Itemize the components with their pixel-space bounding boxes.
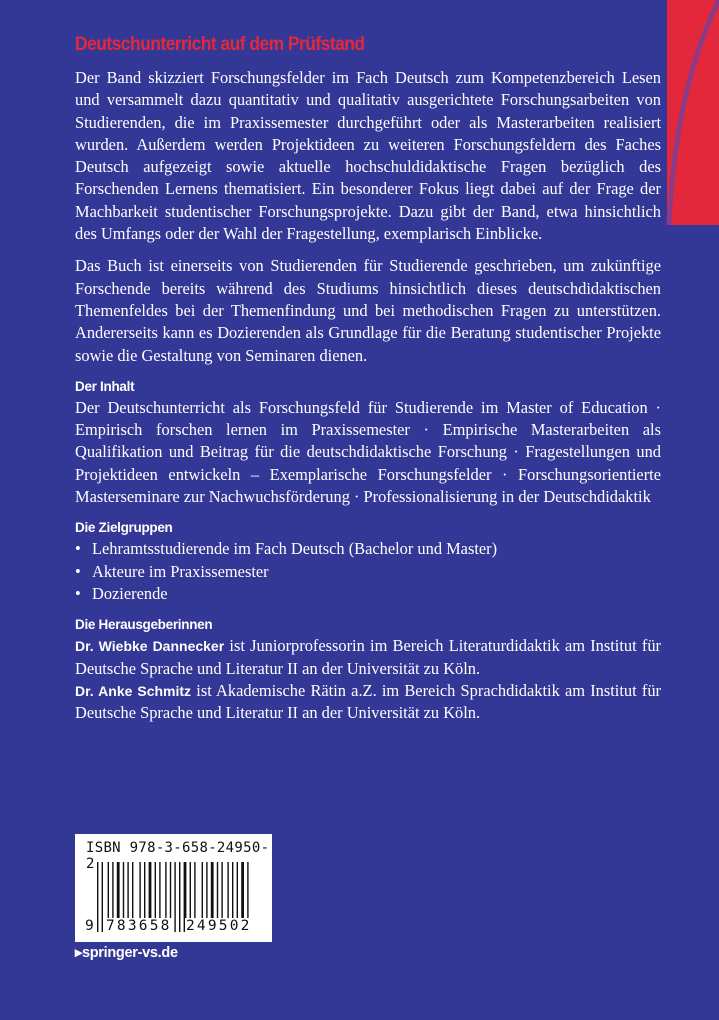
isbn-text: ISBN 978-3-658-24950-2 [86, 840, 270, 872]
editor-text: ist Akademische Rätin a.Z. im Bereich Sprachdidaktik am Institut für Deutsche Sprache und Literatur II an der Universität zu Köln. [75, 680, 661, 723]
book-title: Deutschunterricht auf dem Prüfstand [75, 34, 365, 55]
section-inhalt [75, 379, 661, 508]
publisher-link-text: springer-vs.de [81, 945, 178, 961]
list-item: • Akteure im Praxissemester [75, 561, 661, 583]
barcode-digit: 9 [85, 918, 96, 934]
section-zielgruppen [75, 520, 661, 605]
section-herausgeberinnen [75, 617, 661, 724]
section-heading: Die Zielgruppen [75, 520, 173, 536]
section-heading: Die Herausgeberinnen [75, 617, 213, 633]
back-cover-text [75, 34, 661, 736]
list-item: • Lehramtsstudierende im Fach Deutsch (Bachelor und Master) [75, 538, 661, 560]
decorative-red-corner [659, 0, 719, 225]
section-text: Der Deutschunterricht als Forschungsfeld für Studierende im Master of Education · Empirisch forschen lernen im Praxissemester · Empirische Masterarbeiten als Qualifikation und Beitrag für die deutschdidaktische Forschung · Fragestellungen und Projektideen entwickeln – Exemplarische Forschungsfelder · Forschungsorientierte Masterseminare zur Nachwuchsförderung · Professionalisierung in der Deutschdidaktik [75, 397, 661, 507]
editor-bio [75, 635, 661, 680]
barcode-bar [174, 862, 175, 932]
isbn-barcode [75, 834, 272, 942]
editor-name: Dr. Anke Schmitz [75, 682, 192, 699]
target-group-list [75, 538, 661, 605]
editor-bio [75, 680, 661, 725]
description-paragraph: Das Buch ist einerseits von Studierenden für Studierende geschrieben, um zukünftige Forschende bereits während des Studiums hinsichtlich dieses deutschdidaktischen Themenfeldes bei der Themenfindung und bei methodischen Fragen zu unterstützen. Andererseits kann es Dozierenden als Grundlage für die Beratung studentischer Projekte sowie die Gestaltung von Seminaren dienen. [75, 256, 661, 365]
list-item: • Dozierende [75, 583, 661, 605]
barcode-bar [179, 862, 180, 932]
arrow-right-icon: ▸ [75, 945, 82, 961]
barcode-bar [97, 862, 98, 932]
barcode-bar [102, 862, 103, 932]
barcode-digits-right: 249502 [186, 918, 252, 934]
description-paragraph: Der Band skizziert Forschungsfelder im Fach Deutsch zum Kompetenzbereich Lesen und versammelt dazu quantitativ und qualitativ ausgerichtete Forschungsarbeiten von Studierenden, die im Praxissemester durchgeführt oder als Masterarbeiten realisiert wurden. Außerdem werden Projektideen zu weiteren Forschungsfeldern des Faches Deutsch aufgezeigt sowie aktuelle hochschuldidaktische Fragen bezüglich des Forschenden Lernens thematisiert. Ein besonderer Fokus liegt dabei auf der Frage der Machbarkeit studentischer Forschungsprojekte. Dazu gibt der Band, etwa hinsichtlich des Umfangs oder der Wahl der Fragestellung, exemplarisch Einblicke. [75, 68, 661, 244]
section-heading: Der Inhalt [75, 378, 135, 394]
editor-text: ist Juniorprofessorin im Bereich Literaturdidaktik am Institut für Deutsche Sprache und Literatur II an der Universität zu Köln. [75, 636, 661, 678]
barcode-digits-left: 783658 [106, 918, 172, 934]
editor-name: Dr. Wiebke Dannecker [75, 638, 225, 655]
publisher-link[interactable] [75, 945, 178, 961]
